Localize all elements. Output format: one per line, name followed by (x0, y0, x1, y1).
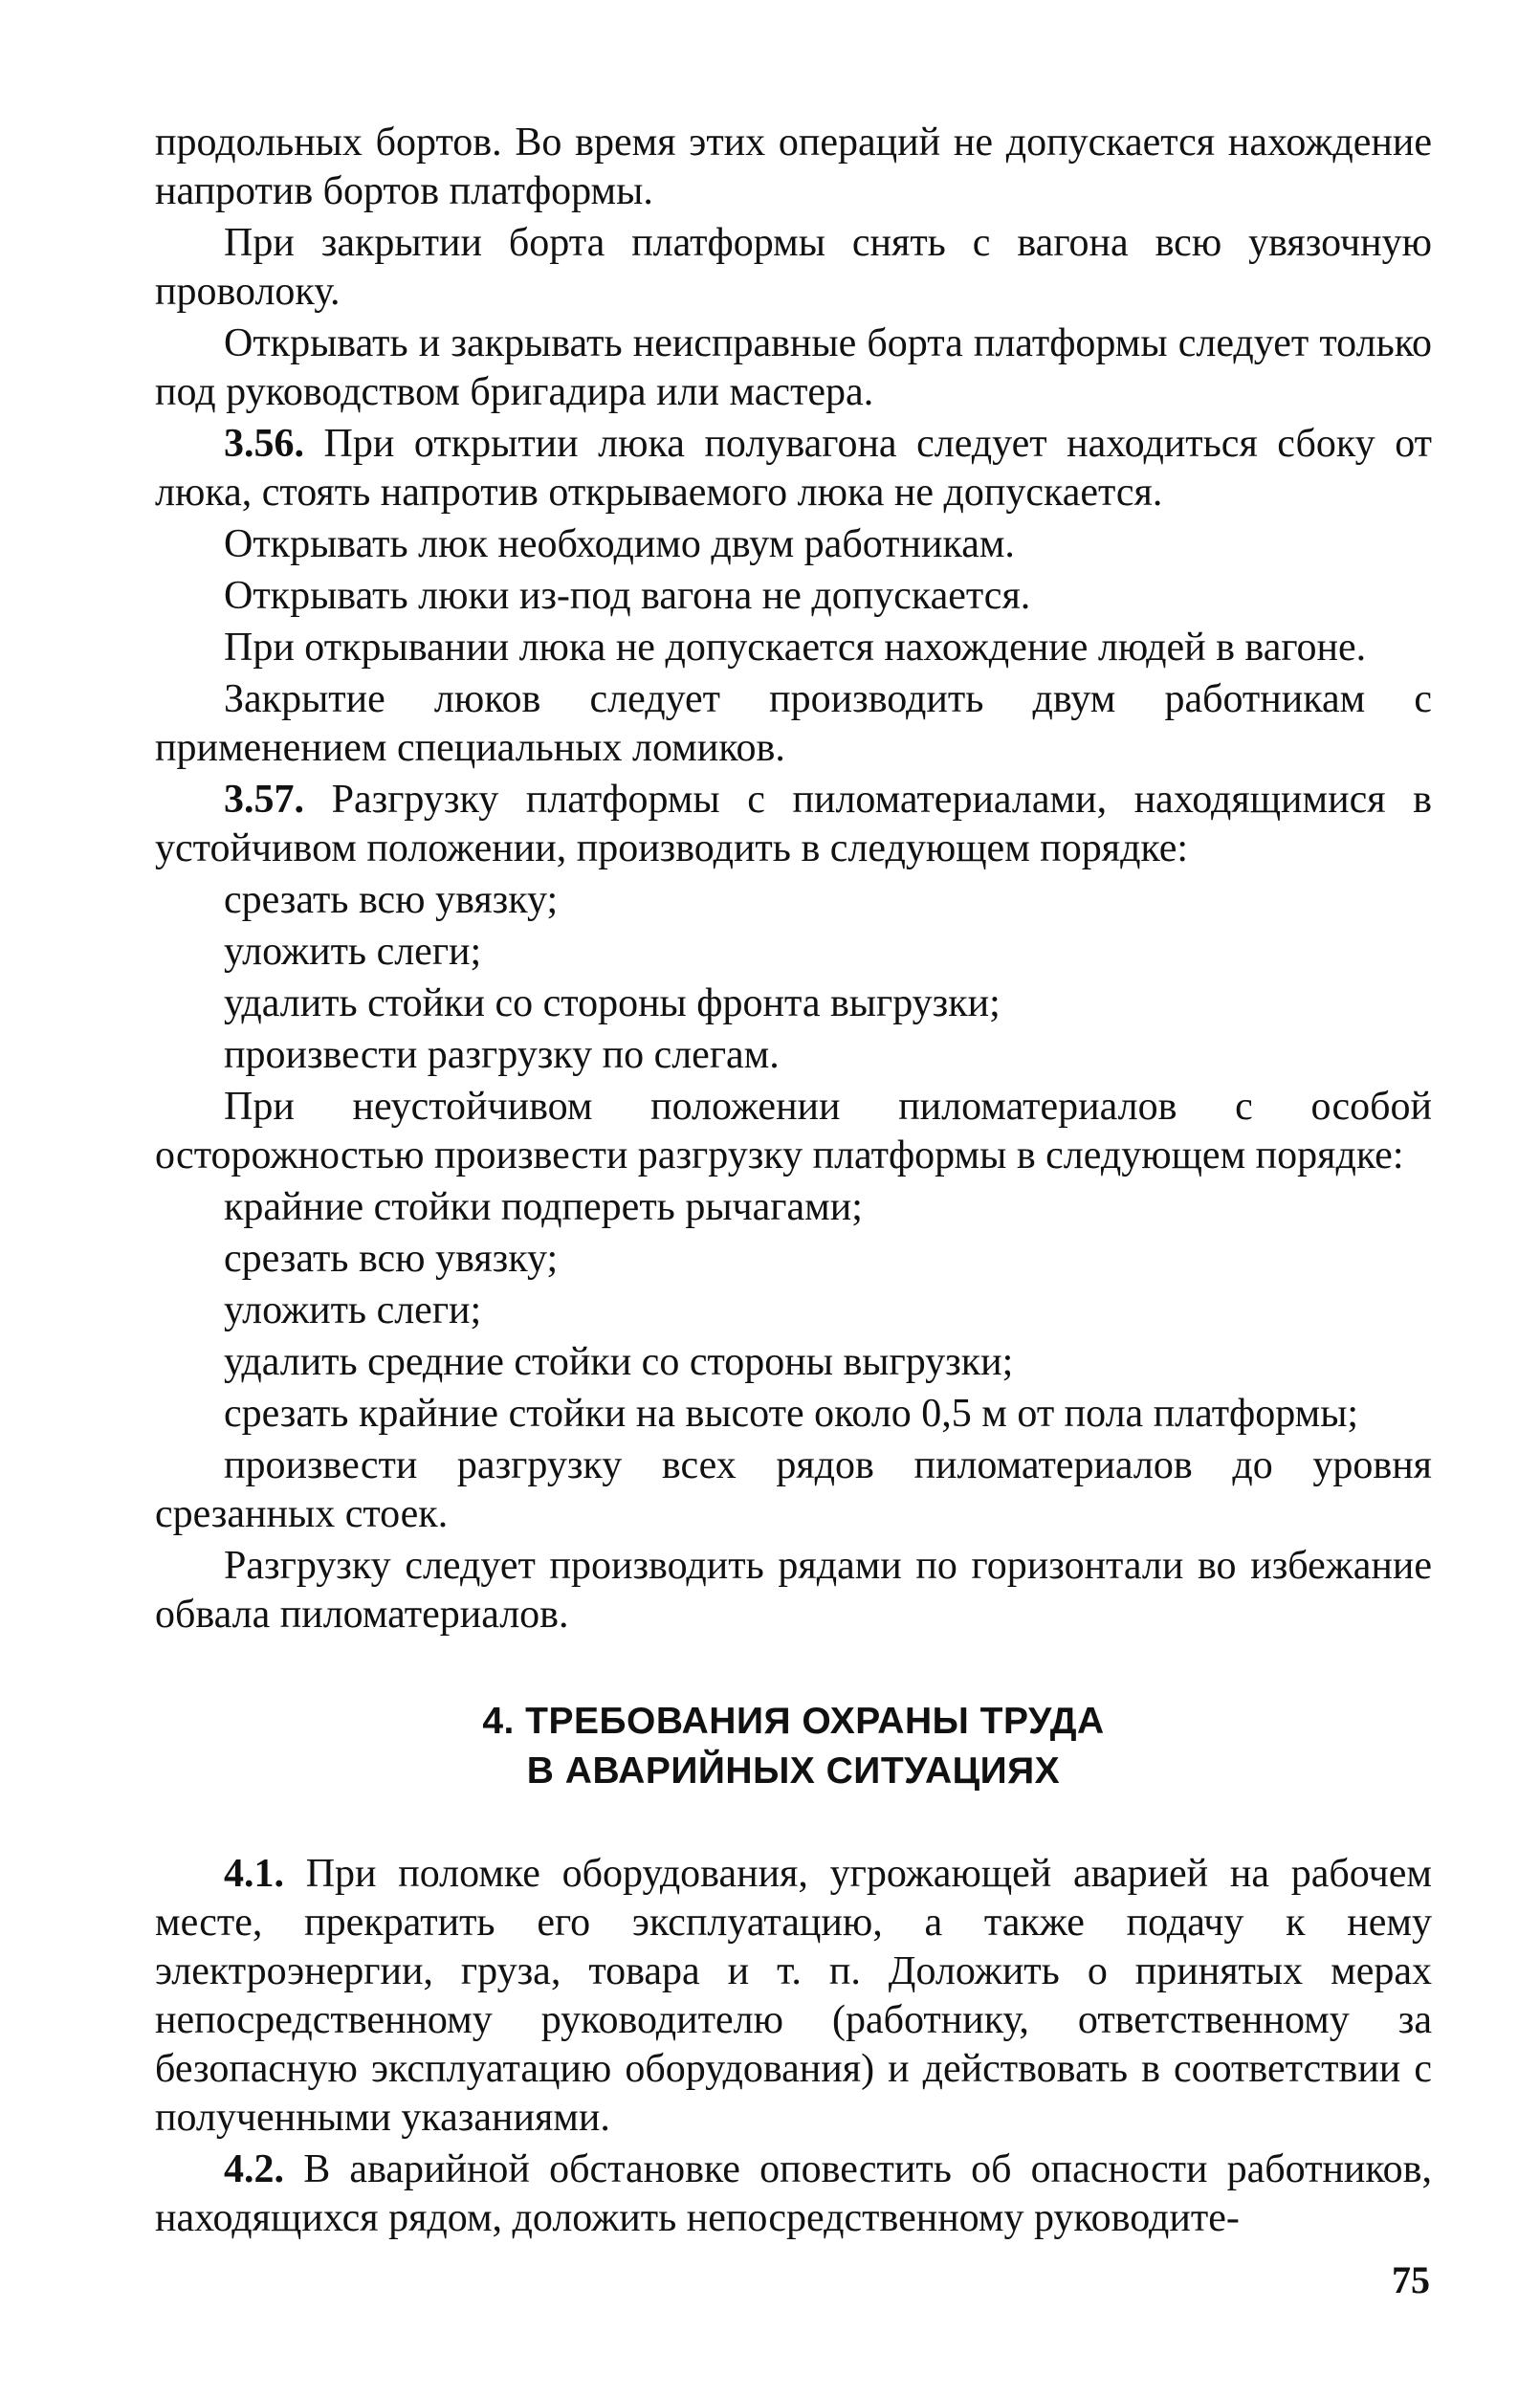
paragraph-text: срезать всю увязку; (224, 878, 559, 922)
paragraph (155, 2145, 1432, 2243)
paragraph (155, 319, 1432, 417)
paragraph (155, 1083, 1432, 1180)
paragraph-text: При неустойчивом положении пиломатериалов с особой осторожностью произвести разгрузку платформы в следующем порядке: (155, 1085, 1432, 1177)
paragraph (155, 1031, 1432, 1080)
paragraph-text: уложить слеги; (224, 930, 482, 974)
page-number: 75 (1392, 2258, 1430, 2301)
paragraph-text: срезать всю увязку; (224, 1237, 559, 1281)
paragraph (155, 572, 1432, 621)
clause-number: 3.57. (224, 778, 304, 822)
clause-number: 4.2. (224, 2147, 284, 2191)
body-text (155, 119, 1432, 2246)
paragraph-text: Разгрузку платформы с пиломатериалами, находящимися в устойчивом положении, производить в следующем порядке: (155, 778, 1432, 870)
paragraph-text: срезать крайние стойки на высоте около 0,5 м от пола платформы; (224, 1392, 1359, 1436)
paragraph (155, 520, 1432, 569)
paragraph (155, 119, 1432, 216)
paragraph (155, 1235, 1432, 1284)
clause-number: 4.1. (224, 1852, 284, 1896)
paragraph-text: продольных бортов. Во время этих операций не допускается нахождение напротив бортов платформы. (155, 121, 1432, 213)
paragraph-text: Закрытие люков следует производить двум работникам с применением специальных ломиков. (155, 677, 1432, 770)
paragraph-text: уложить слеги; (224, 1288, 482, 1332)
section-heading-line2: В АВАРИЙНЫХ СИТУАЦИЯХ (526, 1750, 1061, 1792)
paragraph (155, 420, 1432, 517)
paragraph (155, 928, 1432, 977)
bottom-paragraphs (155, 1850, 1432, 2243)
paragraph-text: Разгрузку следует производить рядами по горизонтали во избежание обвала пиломатериалов. (155, 1544, 1432, 1637)
paragraph-text: При закрытии борта платформы снять с вагона всю увязочную проволоку. (155, 221, 1432, 314)
paragraph-text: произвести разгрузку всех рядов пиломатериалов до уровня срезанных стоек. (155, 1443, 1432, 1536)
paragraph-text: крайние стойки подпереть рычагами; (224, 1185, 863, 1229)
paragraph (155, 624, 1432, 672)
paragraph-text: При открывании люка не допускается нахождение людей в вагоне. (224, 626, 1367, 670)
paragraph (155, 1441, 1432, 1539)
paragraph-text: При открытии люка полувагона следует находиться сбоку от люка, стоять напротив открываемого люка не допускается. (155, 422, 1432, 515)
top-paragraphs (155, 119, 1432, 1639)
paragraph (155, 1287, 1432, 1335)
paragraph-text: произвести разгрузку по слегам. (224, 1033, 780, 1077)
paragraph (155, 979, 1432, 1028)
paragraph-text: удалить средние стойки со стороны выгрузки; (224, 1340, 1014, 1384)
section-heading (155, 1697, 1432, 1796)
paragraph (155, 675, 1432, 773)
paragraph-text: Открывать люк необходимо двум работникам. (224, 522, 1015, 566)
paragraph (155, 1390, 1432, 1439)
section-heading-line1: 4. ТРЕБОВАНИЯ ОХРАНЫ ТРУДА (482, 1701, 1105, 1742)
paragraph-text: Открывать и закрывать неисправные борта платформы следует только под руководством бригадира или мастера. (155, 321, 1432, 414)
paragraph (155, 876, 1432, 925)
paragraph (155, 1338, 1432, 1387)
paragraph (155, 219, 1432, 317)
paragraph (155, 776, 1432, 873)
paragraph-text: При поломке оборудования, угрожающей аварией на рабочем месте, прекратить его эксплуатацию, а также подачу к нему электроэнергии, груза, товара и т. п. Доложить о принятых мерах непосредственному руководителю (работнику, ответственному за безопасную эксплуатацию оборудования) и действовать в соответствии с полученными указаниями. (155, 1852, 1432, 2140)
paragraph (155, 1542, 1432, 1639)
paragraph-text: В аварийной обстановке оповестить об опасности работников, находящихся рядом, доложить непосредственному руководите- (155, 2147, 1432, 2240)
clause-number: 3.56. (224, 422, 304, 466)
paragraph (155, 1183, 1432, 1232)
paragraph-text: удалить стойки со стороны фронта выгрузки; (224, 981, 1001, 1025)
paragraph (155, 1850, 1432, 2143)
paragraph-text: Открывать люки из-под вагона не допускается. (224, 574, 1031, 618)
